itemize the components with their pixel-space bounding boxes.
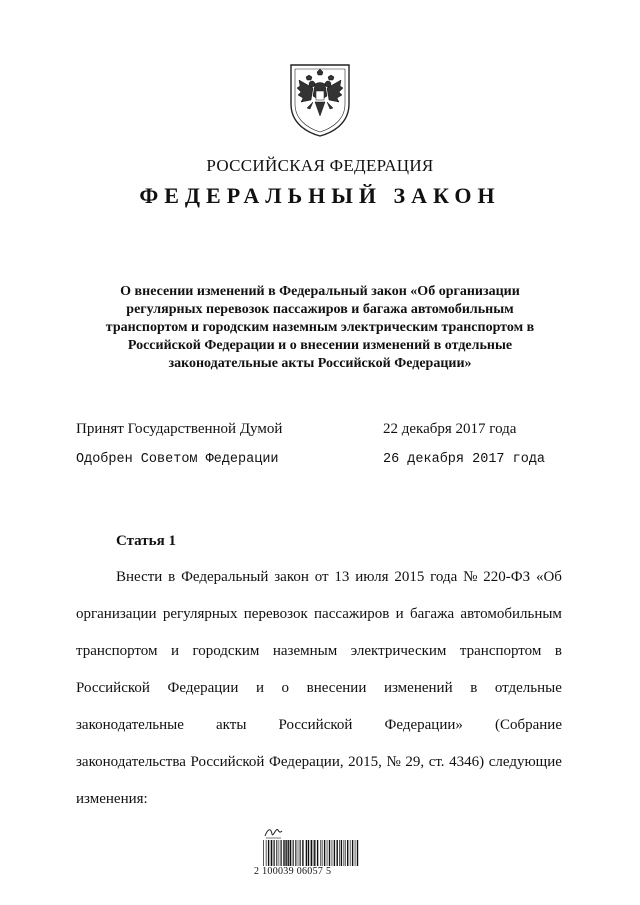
article-word: и [395, 606, 404, 622]
article-word: изменения: [76, 791, 148, 807]
duma-adoption-date: 22 декабря 2017 года [383, 421, 517, 437]
article-word: о [281, 680, 290, 696]
barcode-bar [263, 840, 264, 866]
law-title-line: регулярных перевозок пассажиров и багажа автомобильным [126, 302, 514, 317]
article-word: и [170, 643, 179, 659]
council-approval-date: 26 декабря 2017 года [383, 452, 546, 467]
article-word: городским [192, 643, 260, 659]
law-title [90, 283, 550, 373]
council-approval-label: Одобрен Советом Федерации [76, 452, 279, 467]
article-word: Российской [76, 680, 150, 696]
article-word: и [255, 680, 264, 696]
article-text-line [76, 744, 562, 781]
article-word: Федерации, [269, 754, 344, 770]
article-word: изменений [383, 680, 453, 696]
article-word: акты [216, 717, 247, 733]
barcode-bar [273, 840, 274, 866]
barcode-bar [341, 840, 342, 866]
barcode-bar [293, 840, 294, 866]
law-title-line: транспортом и городским наземным электрическим транспортом в [105, 320, 535, 335]
article-word: 29, [405, 754, 425, 770]
article-word: 2015, [348, 754, 382, 770]
signature-mark-icon [263, 824, 283, 840]
barcode-bar [317, 840, 318, 866]
barcode-bar [357, 840, 358, 866]
article-word: 13 [334, 569, 350, 585]
article-word: транспортом [459, 643, 542, 659]
barcode-bar [280, 840, 281, 866]
article-word: внесении [306, 680, 367, 696]
article-word: 4346) [449, 754, 485, 770]
article-word: июля [355, 569, 389, 585]
article-word: «Об [535, 569, 562, 585]
article-text-line [76, 781, 562, 818]
article-word: закон [274, 569, 309, 585]
article-word: года [430, 569, 458, 585]
barcode-bar [299, 840, 300, 866]
barcode-bar [350, 840, 351, 866]
barcode-bar [339, 840, 340, 866]
article-word: Российской [190, 754, 265, 770]
barcode-number: 2 100039 06057 5 [254, 866, 332, 877]
article-word: отдельные [494, 680, 562, 696]
barcode-bar [327, 840, 328, 866]
article-text-line [76, 559, 562, 596]
barcode-bar [314, 840, 315, 866]
barcode-bar [320, 840, 321, 866]
barcode-icon [262, 840, 362, 868]
barcode-bar [274, 840, 275, 866]
barcode-bar [322, 840, 323, 866]
article-word: законодательные [76, 717, 184, 733]
article-word: транспортом [76, 643, 158, 659]
barcode-bar [268, 840, 269, 866]
barcode-bar [300, 840, 301, 866]
article-text-line [76, 670, 562, 707]
barcode-bar [324, 840, 325, 866]
article-word: электрическим [350, 643, 447, 659]
barcode-bar [334, 840, 335, 866]
law-title-line: законодательные акты Российской Федерации» [168, 356, 472, 371]
article-word: 220-ФЗ [483, 569, 531, 585]
document-type: ФЕДЕРАЛЬНЫЙ ЗАКОН [139, 183, 501, 208]
article-word: организации [76, 606, 157, 622]
barcode-bar [344, 840, 345, 866]
barcode-bar [295, 840, 296, 866]
barcode-bar [276, 840, 277, 866]
article-word: в [554, 643, 562, 659]
article-word: в [470, 680, 478, 696]
barcode-bar [313, 840, 314, 866]
article-word: Федерации» [384, 717, 463, 733]
barcode-bar [308, 840, 309, 866]
barcode-bar [332, 840, 333, 866]
barcode-bar [306, 840, 307, 866]
barcode-bar [311, 840, 312, 866]
coat-of-arms-emblem-icon [287, 62, 353, 138]
article-word: перевозок [243, 606, 308, 622]
article-word: № [386, 754, 401, 770]
article-text-line [76, 596, 562, 633]
article-word: от [314, 569, 329, 585]
article-word: законодательства [76, 754, 186, 770]
barcode-bar [266, 840, 267, 866]
barcode-bar [347, 840, 348, 866]
law-title-line: Российской Федерации и о внесении изменений в отдельные [127, 338, 513, 353]
article-text-line [76, 707, 562, 744]
barcode-bar [355, 840, 356, 866]
barcode-bar [302, 840, 303, 866]
article-word: следующие [488, 754, 562, 770]
article-word: регулярных [162, 606, 238, 622]
article-word: автомобильным [460, 606, 562, 622]
barcode-bar [345, 840, 346, 866]
country-name: РОССИЙСКАЯ ФЕДЕРАЦИЯ [206, 156, 434, 175]
barcode-bar [271, 840, 272, 866]
barcode-bar [281, 840, 282, 866]
barcode-bar [288, 840, 289, 866]
article-word: пассажиров [314, 606, 390, 622]
barcode-bar [278, 840, 279, 866]
article-word: № [463, 569, 478, 585]
article-word: ст. [428, 754, 445, 770]
barcode-bar [283, 840, 284, 866]
article-heading: Статья 1 [116, 533, 176, 549]
article-word: (Собрание [494, 717, 562, 733]
article-word: Федеральный [181, 569, 269, 585]
barcode-bar [337, 840, 338, 866]
article-word: Федерации [167, 680, 239, 696]
barcode-bar [285, 840, 286, 866]
article-word: в [168, 569, 176, 585]
barcode-bar [292, 840, 293, 866]
article-text-line [76, 633, 562, 670]
article-word: наземным [272, 643, 338, 659]
barcode-bar [290, 840, 291, 866]
barcode-bar [297, 840, 298, 866]
barcode-bar [352, 840, 353, 866]
barcode-bar [329, 840, 330, 866]
article-word: Российской [278, 717, 353, 733]
article-word: 2015 [394, 569, 425, 585]
article-word: Внести [116, 569, 163, 585]
law-title-line: О внесении изменений в Федеральный закон «Об организации [120, 284, 520, 299]
duma-adoption-label: Принят Государственной Думой [76, 421, 283, 437]
article-word: багажа [409, 606, 455, 622]
article-body [76, 559, 562, 818]
